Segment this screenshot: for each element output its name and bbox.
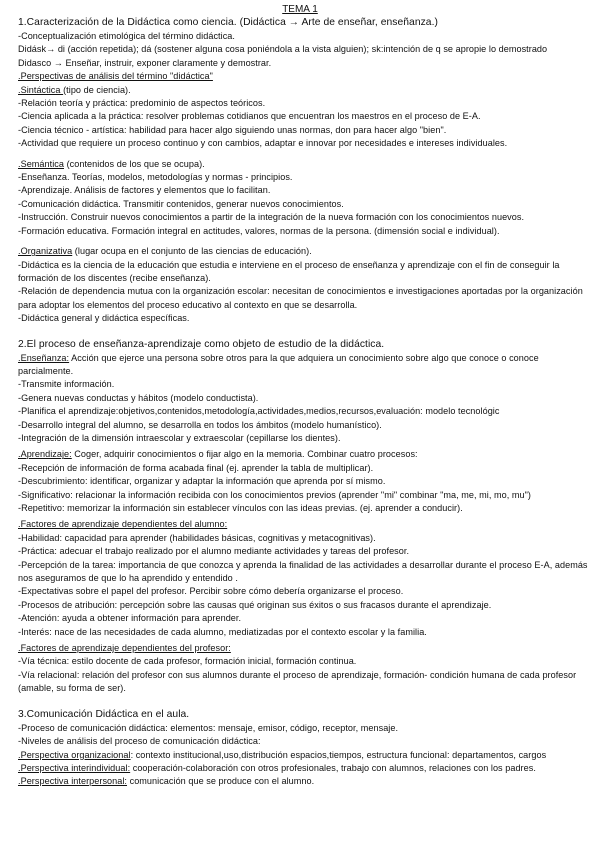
list-item: -Vía relacional: relación del profesor con sus alumnos durante el proceso de aprendizaje, formación- condición humana de cada profesor (amable, su forma de ser).: [18, 669, 577, 694]
perspectiva-interpersonal: .Perspectiva interpersonal: comunicación que se produce con el alumno.: [18, 776, 315, 787]
list-item: -Relación de dependencia mutua con la organización escolar: necesitan de conocimientos e investigaciones aportadas por la organización para adoptar los elementos del proceso educativo al contexto en que se desarrolla.: [18, 286, 583, 310]
list-item: -Planifica el aprendizaje:objetivos,contenidos,metodología,actividades,medios,recursos,evaluación: modelo tecnológic: [18, 406, 500, 417]
text-line: Didásk→ di (acción repetida); dá (sostener alguna cosa poniéndola a la vista alguien); sk:intención de q se apropie lo demostrado: [18, 44, 548, 55]
subheading-factores-profesor: .Factores de aprendizaje dependientes del profesor:: [18, 643, 231, 654]
subheading-sintactica: .Sintáctica (tipo de ciencia).: [18, 84, 131, 95]
list-item: -Ciencia aplicada a la práctica: resolver problemas cotidianos que encuentran los maestros en el proceso de E-A.: [18, 111, 481, 122]
list-item: -Instrucción. Construir nuevos conocimientos a partir de la integración de la nueva formación con los conocimientos nuevos.: [18, 212, 525, 223]
text-line: Didasco → Enseñar, instruir, exponer claramente y demostrar.: [18, 57, 272, 68]
list-item: -Actividad que requiere un proceso continuo y con cambios, adaptar e innovar por necesidades e intereses individuales.: [18, 138, 508, 149]
list-item: -Práctica: adecuar el trabajo realizado por el alumno mediante actividades y tareas del profesor.: [18, 546, 410, 557]
subheading-ensenanza: .Enseñanza: Acción que ejerce una persona sobre otros para la que adquiera un conocimiento sobre algo que conoce o conoce parcialmente.: [18, 352, 539, 376]
document-title: TEMA 1: [282, 4, 318, 15]
subheading-semantica: .Semántica (contenidos de los que se ocupa).: [18, 158, 205, 169]
list-item: -Comunicación didáctica. Transmitir contenidos, generar nuevos conocimientos.: [18, 198, 344, 209]
list-item: -Formación educativa. Formación integral en actitudes, valores, normas de la persona. (dimensión social e individual).: [18, 225, 500, 236]
list-item: -Descubrimiento: identificar, organizar y adaptar la información que aprenda por sí mismo.: [18, 476, 386, 487]
list-item: -Didáctica general y didáctica específicas.: [18, 313, 190, 324]
text-line: -Conceptualización etimológica del término didáctica.: [18, 31, 235, 41]
document-body: [18, 16, 588, 789]
subheading-perspectivas: .Perspectivas de análisis del término "didáctica": [18, 71, 213, 82]
list-item: -Didáctica es la ciencia de la educación que estudia e interviene en el proceso de enseñanza y aprendizaje con el fin de conseguir la formación de los discentes (recibe enseñanza).: [18, 259, 560, 283]
section-1-heading: 1.Caracterización de la Didáctica como ciencia. (Didáctica → Arte de enseñar, enseñanza.): [18, 17, 438, 28]
list-item: -Transmite información.: [18, 379, 115, 390]
list-item: -Atención: ayuda a obtener información para aprender.: [18, 613, 242, 624]
list-item: -Significativo: relacionar la información recibida con los conocimientos previos (aprender "mi" combinar "ma, me, mi, mo, mu"): [18, 489, 531, 500]
section-2-heading: 2.El proceso de enseñanza-aprendizaje como objeto de estudio de la didáctica.: [18, 338, 385, 350]
text-line: -Niveles de análisis del proceso de comunicación didáctica:: [18, 736, 261, 747]
list-item: -Interés: nace de las necesidades de cada alumno, mediatizadas por el contexto escolar y la familia.: [18, 626, 427, 637]
section-3-heading: 3.Comunicación Didáctica en el aula.: [18, 708, 190, 720]
list-item: -Genera nuevas conductas y hábitos (modelo conductista).: [18, 392, 259, 403]
list-item: -Integración de la dimensión intraescolar y extraescolar (cepillarse los dientes).: [18, 432, 341, 443]
list-item: -Percepción de la tarea: importancia de que conozca y aprenda la finalidad de las actividades a desarrollar durante el proceso E-A, además nos aseguramos de que lo ha aprendido y entendido .: [18, 559, 588, 584]
subheading-aprendizaje: .Aprendizaje: Coger, adquirir conocimientos o fijar algo en la memoria. Combinar cuatro procesos:: [18, 449, 418, 460]
list-item: -Enseñanza. Teorías, modelos, metodologías y normas - principios.: [18, 172, 293, 183]
list-item: -Aprendizaje. Análisis de factores y elementos que lo facilitan.: [18, 185, 271, 196]
list-item: -Repetitivo: memorizar la información sin establecer vínculos con las ideas previas. (ej. aprender a conducir).: [18, 503, 463, 513]
perspectiva-interindividual: .Perspectiva interindividual: cooperación-colaboración con otros profesionales, trabajo con alumnos, relaciones con los padres.: [18, 762, 536, 773]
list-item: -Procesos de atribución: percepción sobre las causas qué originan sus éxitos o sus fracasos durante el aprendizaje.: [18, 599, 492, 610]
list-item: -Expectativas sobre el papel del profesor. Percibir sobre cómo debería organizarse el proceso.: [18, 586, 404, 597]
list-item: -Habilidad: capacidad para aprender (habilidades básicas, cognitivas y metacognitivas).: [18, 532, 376, 543]
list-item: -Vía técnica: estilo docente de cada profesor, formación inicial, formación continua.: [18, 656, 357, 667]
subheading-factores-alumno: .Factores de aprendizaje dependientes del alumno:: [18, 519, 228, 530]
list-item: -Relación teoría y práctica: predominio de aspectos teóricos.: [18, 98, 266, 109]
perspectiva-organizacional: .Perspectiva organizacional: contexto institucional,uso,distribución espacios,tiempos, estructura funcional: departamentos, cargos: [18, 749, 547, 760]
list-item: -Desarrollo integral del alumno, se desarrolla en todos los ámbitos (modelo humanístico).: [18, 419, 382, 430]
list-item: -Ciencia técnico - artística: habilidad para hacer algo siguiendo unas normas, don para hacer algo "bien".: [18, 124, 447, 135]
list-item: -Recepción de información de forma acabada final (ej. aprender la tabla de multiplicar).: [18, 462, 374, 473]
subheading-organizativa: .Organizativa (lugar ocupa en el conjunto de las ciencias de educación).: [18, 246, 312, 257]
text-line: -Proceso de comunicación didáctica: elementos: mensaje, emisor, código, receptor, mensaje.: [18, 722, 399, 733]
